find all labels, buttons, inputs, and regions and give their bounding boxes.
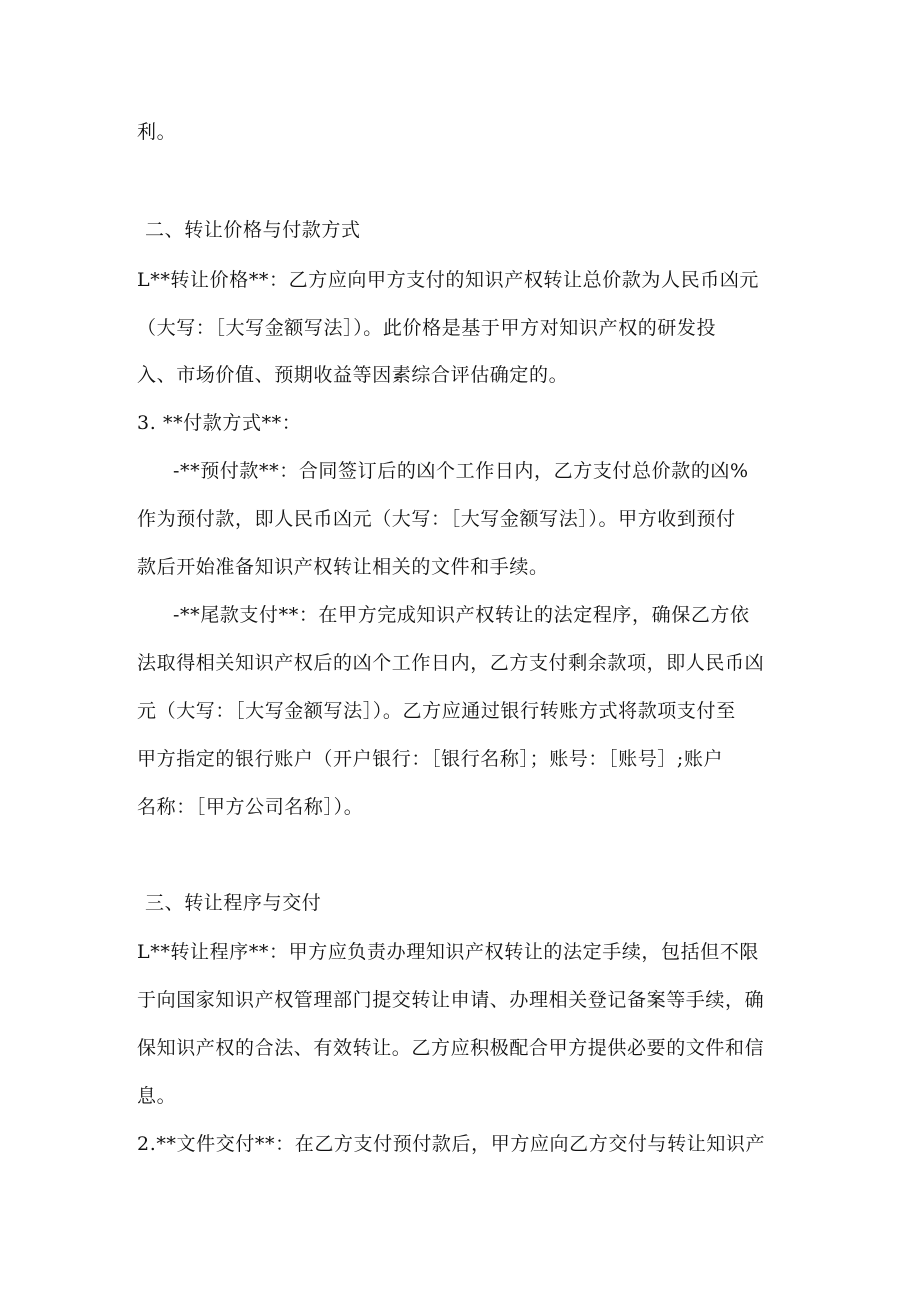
- text-line: 息。: [137, 1085, 177, 1107]
- text-line: 款后开始准备知识产权转让相关的文件和手续。: [137, 556, 549, 578]
- text-line: L**转让程序**：甲方应负责办理知识产权转让的法定手续，包括但不限: [137, 941, 760, 963]
- text-line: L**转让价格**：乙方应向甲方支付的知识产权转让总价款为人民币凶元: [137, 269, 760, 291]
- text-line: （大写：［大写金额写法］）。此价格是基于甲方对知识产权的研发投: [137, 317, 717, 339]
- section-heading-2: 二、转让价格与付款方式: [145, 219, 361, 241]
- text-line: 3. **付款方式**：: [137, 412, 302, 434]
- text-line: -**预付款**：合同签订后的凶个工作日内，乙方支付总价款的凶%: [173, 460, 749, 482]
- text-line: 入、市场价值、预期收益等因素综合评估确定的。: [137, 364, 569, 386]
- text-line: 保知识产权的合法、有效转让。乙方应积极配合甲方提供必要的文件和信: [137, 1037, 765, 1059]
- text-line: 作为预付款，即人民币凶元（大写：［大写金额写法］）。甲方收到预付: [137, 508, 736, 530]
- text-line: -**尾款支付**：在甲方完成知识产权转让的法定程序，确保乙方依: [173, 604, 750, 626]
- section-heading-3: 三、转让程序与交付: [145, 892, 322, 914]
- text-line: 法取得相关知识产权后的凶个工作日内，乙方支付剩余款项，即人民币凶: [137, 652, 765, 674]
- text-line: 甲方指定的银行账户（开户银行：［银行名称］；账号：［账号］;账户: [137, 748, 724, 770]
- text-line: 于向国家知识产权管理部门提交转让申请、办理相关登记备案等手续，确: [137, 989, 765, 1011]
- text-line: 元（大写：［大写金额写法］）。乙方应通过银行转账方式将款项支付至: [137, 700, 736, 722]
- text-line: 利。: [137, 121, 177, 143]
- text-line: 2.**文件交付**：在乙方支付预付款后，甲方应向乙方交付与转让知识产: [137, 1133, 766, 1155]
- text-line: 名称：［甲方公司名称］）。: [137, 796, 364, 818]
